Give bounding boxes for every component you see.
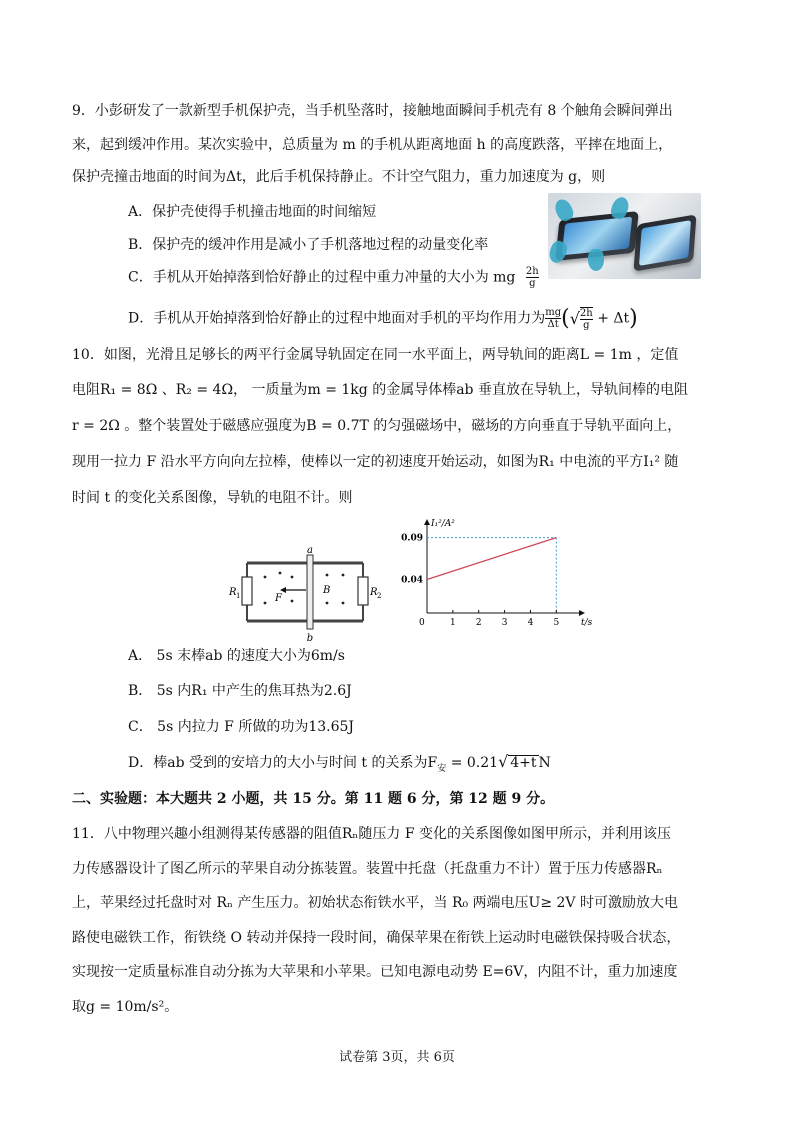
label-f: F — [275, 593, 282, 604]
phone-image — [633, 214, 696, 271]
label-r1-sub: 1 — [236, 592, 241, 600]
label-r1: R — [229, 587, 237, 598]
current-squared-graph — [395, 515, 593, 630]
q9-option-d-root-den: g — [583, 319, 590, 331]
q9-line3: 保护壳撞击地面的时间为Δt，此后手机保持静止。不计空气阻力，重力加速度为 g，则 — [72, 169, 606, 185]
series-line — [427, 538, 556, 580]
q9-option-d-tail: + Δt — [597, 310, 630, 327]
q9-option-d-coef — [545, 307, 561, 330]
q9-option-c — [128, 266, 539, 289]
section-2-heading: 二、实验题：本大题共 2 小题，共 15 分。第 11 题 6 分，第 12 题 9 分。 — [72, 791, 555, 807]
label-b-field: B — [323, 585, 331, 596]
x-tick-label: 5 — [553, 618, 560, 628]
origin-label: 0 — [419, 618, 425, 628]
q9-option-c-fraction — [526, 266, 539, 289]
phone-case-photo — [548, 193, 701, 279]
q11-line1: 11．八中物理兴趣小组测得某传感器的阻值Rₙ随压力 F 变化的关系图像如图甲所示，并利用该压 — [72, 826, 672, 842]
q10-option-d-mid: = 0.21 — [446, 755, 499, 771]
q10-line4: 现用一拉力 F 沿水平方向向左拉棒，使棒以一定的初速度开始运动，如图为R₁ 中电流的平方I₁² 随 — [72, 454, 679, 470]
q9-option-d-root-num: 2h — [579, 307, 593, 319]
q10-line2: 电阻R₁ = 8Ω 、R₂ = 4Ω， 一质量为m = 1kg 的金属导体棒ab 垂直放在导轨上，导轨间棒的电阻 — [72, 382, 688, 398]
q9-option-d-root — [580, 307, 593, 331]
label-b: b — [306, 633, 314, 644]
q9-option-a: A．保护壳使得手机撞击地面的时间缩短 — [128, 204, 377, 220]
x-tick-label: 4 — [527, 618, 534, 628]
y-tick-label: 0.09 — [401, 533, 423, 544]
graph-series — [427, 538, 556, 580]
label-r2: R — [370, 587, 378, 598]
q10-option-d-pre: D．棒ab 受到的安培力的大小与时间 t 的关系为F — [128, 755, 438, 771]
label-r2-sub: 2 — [377, 592, 382, 600]
q9-option-c-num: 2h — [525, 266, 539, 277]
q9-option-c-den: g — [529, 278, 536, 289]
x-tick-label: 3 — [501, 618, 508, 628]
graph-ticks — [401, 534, 559, 628]
x-tick-label: 2 — [475, 618, 482, 628]
q9-option-c-text: C．手机从开始掉落到恰好静止的过程中重力冲量的大小为 mg — [128, 269, 516, 286]
rod-ab — [307, 555, 313, 629]
q10-option-a: A． 5s 末棒ab 的速度大小为6m/s — [128, 648, 345, 664]
x-axis-label: t/s — [581, 618, 593, 628]
q11-line4: 路使电磁铁工作，衔铁绕 O 转动并保持一段时间，确保苹果在衔铁上运动时电磁铁保持吸合状态， — [72, 930, 681, 946]
q11-line5: 实现按一定质量标准自动分拣为大苹果和小苹果。已知电源电动势 E=6V，内阻不计，重力加速度 — [72, 964, 678, 980]
q9-option-d-coef-den: Δt — [547, 319, 559, 330]
q10-option-d-sub: 安 — [437, 763, 447, 774]
y-axis-arrow — [424, 519, 430, 525]
x-tick-label: 1 — [449, 618, 456, 628]
resistor-r1 — [242, 577, 252, 605]
q10-line1: 10．如图，光滑且足够长的两平行金属导轨固定在同一水平面上，两导轨间的距离L = 1m ，定值 — [72, 347, 679, 363]
q10-option-d: D．棒ab 受到的安培力的大小与时间 t 的关系为$F_安 = 0.21√$ 4+t N — [128, 752, 551, 774]
y-axis-label: I₁²/A² — [431, 519, 455, 529]
q11-line3: 上，苹果经过托盘时对 Rₙ 产生压力。初始状态衔铁水平，当 R₀ 两端电压U≥ 2V 时可激励放大电 — [72, 895, 678, 911]
q9-line2: 来，起到缓冲作用。某次实验中，总质量为 m 的手机从距离地面 h 的高度跌落，平摔在地面上， — [72, 137, 673, 153]
q10-line3: r = 2Ω 。整个装置处于磁感应强度为B = 0.7T 的匀强磁场中，磁场的方向垂直于导轨平面向上， — [72, 418, 682, 434]
q9-option-b: B．保护壳的缓冲作用是减小了手机落地过程的动量变化率 — [128, 237, 489, 253]
q9-line1: 9．小彭研发了一款新型手机保护壳，当手机坠落时，接触地面瞬间手机壳有 8 个触角会瞬间弹出 — [72, 103, 673, 119]
x-axis-arrow — [579, 610, 585, 616]
q10-option-c: C． 5s 内拉力 F 所做的功为13.65J — [128, 719, 355, 735]
q10-option-d-unit: N — [538, 755, 551, 771]
q10-option-d-root: 4+t — [510, 755, 537, 771]
label-a: a — [307, 545, 313, 556]
y-tick-label: 0.04 — [401, 575, 423, 586]
graph-guides — [427, 538, 556, 613]
q10-line5: 时间 t 的变化关系图像，导轨的电阻不计。则 — [72, 490, 353, 506]
q11-line2: 力传感器设计了图乙所示的苹果自动分拣装置。装置中托盘（托盘重力不计）置于压力传感器Rₙ — [72, 861, 663, 877]
q9-option-d: D．手机从开始掉落到恰好静止的过程中地面对手机的平均作用力为 $\frac{mg}{\Delta t}$ (√ $\frac{2h}{g}$ + Δt) — [128, 306, 638, 331]
q9-option-d-text: D．手机从开始掉落到恰好静止的过程中地面对手机的平均作用力为 — [128, 310, 546, 327]
resistor-r2 — [358, 577, 368, 605]
q10-option-b: B． 5s 内R₁ 中产生的焦耳热为2.6J — [128, 683, 352, 699]
q9-option-d-coef-num: mg — [545, 307, 562, 318]
page-footer: 试卷第 3页，共 6页 — [339, 1050, 455, 1065]
q11-line6: 取g = 10m/s²。 — [72, 999, 179, 1015]
